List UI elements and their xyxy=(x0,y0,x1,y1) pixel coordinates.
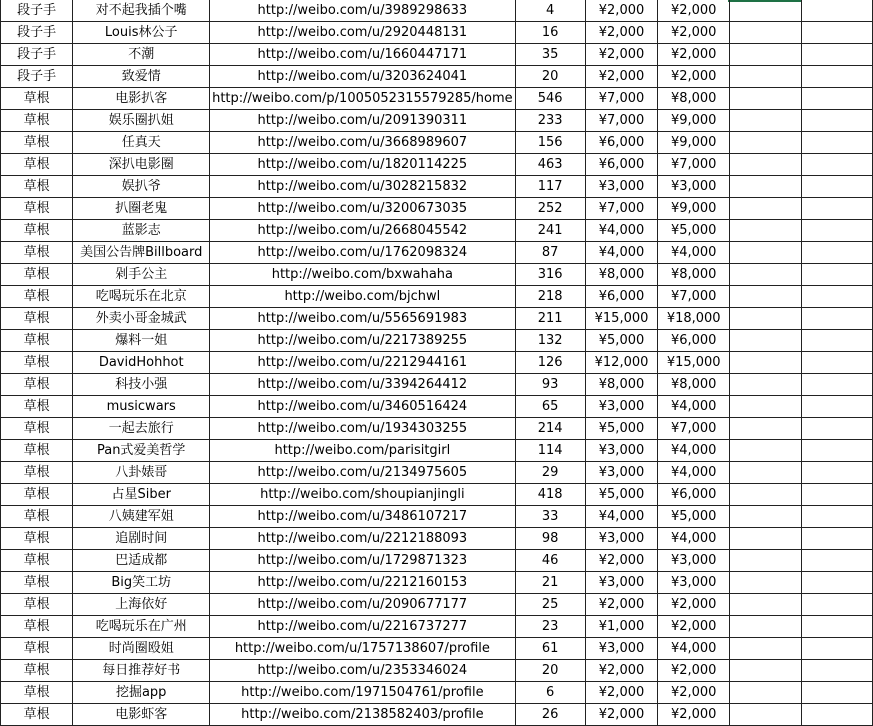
count-cell[interactable]: 252 xyxy=(515,198,585,220)
url-cell[interactable]: http://weibo.com/u/3668989607 xyxy=(210,132,516,154)
table-row xyxy=(1,286,873,308)
count-cell[interactable]: 33 xyxy=(515,506,585,528)
price-a-cell[interactable]: ¥5,000 xyxy=(585,418,658,440)
empty-cell-g[interactable] xyxy=(730,528,801,550)
empty-cell-g[interactable] xyxy=(730,594,801,616)
price-a-cell[interactable]: ¥2,000 xyxy=(585,704,658,726)
empty-cell-g[interactable] xyxy=(730,484,801,506)
price-b-cell[interactable]: ¥2,000 xyxy=(658,0,730,22)
empty-cell-h[interactable] xyxy=(801,330,873,352)
price-b-cell[interactable]: ¥3,000 xyxy=(658,176,730,198)
category-cell[interactable]: 草根 xyxy=(1,352,73,374)
table-row xyxy=(1,352,873,374)
empty-cell-h[interactable] xyxy=(801,66,873,88)
url-cell[interactable]: http://weibo.com/u/1660447171 xyxy=(210,44,516,66)
count-cell[interactable]: 316 xyxy=(515,264,585,286)
empty-cell-h[interactable] xyxy=(801,594,873,616)
empty-cell-g[interactable] xyxy=(730,660,801,682)
empty-cell-h[interactable] xyxy=(801,616,873,638)
account-name-cell[interactable]: DavidHohhot xyxy=(73,352,210,374)
price-b-cell[interactable]: ¥6,000 xyxy=(658,484,730,506)
empty-cell-g[interactable] xyxy=(730,0,801,22)
price-a-cell[interactable]: ¥7,000 xyxy=(585,198,658,220)
url-cell[interactable]: http://weibo.com/bjchwl xyxy=(210,286,516,308)
category-cell[interactable]: 草根 xyxy=(1,220,73,242)
category-cell[interactable]: 草根 xyxy=(1,616,73,638)
price-a-cell[interactable]: ¥12,000 xyxy=(585,352,658,374)
price-a-cell[interactable]: ¥15,000 xyxy=(585,308,658,330)
url-cell[interactable]: http://weibo.com/u/1762098324 xyxy=(210,242,516,264)
price-b-cell[interactable]: ¥5,000 xyxy=(658,506,730,528)
url-cell[interactable]: http://weibo.com/u/2091390311 xyxy=(210,110,516,132)
account-name-cell[interactable]: 巴适成都 xyxy=(73,550,210,572)
url-cell[interactable]: http://weibo.com/u/3028215832 xyxy=(210,176,516,198)
category-cell[interactable]: 草根 xyxy=(1,484,73,506)
price-a-cell[interactable]: ¥2,000 xyxy=(585,682,658,704)
price-a-cell[interactable]: ¥5,000 xyxy=(585,330,658,352)
count-cell[interactable]: 211 xyxy=(515,308,585,330)
count-cell[interactable]: 132 xyxy=(515,330,585,352)
table-row xyxy=(1,44,873,66)
empty-cell-g[interactable] xyxy=(730,308,801,330)
empty-cell-g[interactable] xyxy=(730,264,801,286)
empty-cell-h[interactable] xyxy=(801,682,873,704)
empty-cell-g[interactable] xyxy=(730,374,801,396)
url-cell[interactable]: http://weibo.com/u/2668045542 xyxy=(210,220,516,242)
price-a-cell[interactable]: ¥3,000 xyxy=(585,572,658,594)
account-name-cell[interactable]: 一起去旅行 xyxy=(73,418,210,440)
table-row xyxy=(1,572,873,594)
url-cell[interactable]: http://weibo.com/u/2212160153 xyxy=(210,572,516,594)
table-row xyxy=(1,462,873,484)
url-cell[interactable]: http://weibo.com/u/3989298633 xyxy=(210,0,516,22)
count-cell[interactable]: 214 xyxy=(515,418,585,440)
empty-cell-g[interactable] xyxy=(730,396,801,418)
category-cell[interactable]: 草根 xyxy=(1,176,73,198)
table-row xyxy=(1,638,873,660)
empty-cell-h[interactable] xyxy=(801,550,873,572)
account-name-cell[interactable]: 娱扒爷 xyxy=(73,176,210,198)
table-row xyxy=(1,220,873,242)
table-row xyxy=(1,88,873,110)
empty-cell-h[interactable] xyxy=(801,396,873,418)
empty-cell-h[interactable] xyxy=(801,374,873,396)
price-a-cell[interactable]: ¥4,000 xyxy=(585,506,658,528)
table-row xyxy=(1,22,873,44)
count-cell[interactable]: 117 xyxy=(515,176,585,198)
price-b-cell[interactable]: ¥6,000 xyxy=(658,330,730,352)
count-cell[interactable]: 98 xyxy=(515,528,585,550)
empty-cell-h[interactable] xyxy=(801,220,873,242)
empty-cell-h[interactable] xyxy=(801,506,873,528)
category-cell[interactable]: 草根 xyxy=(1,528,73,550)
price-b-cell[interactable]: ¥8,000 xyxy=(658,264,730,286)
price-b-cell[interactable]: ¥9,000 xyxy=(658,110,730,132)
url-cell[interactable]: http://weibo.com/u/1820114225 xyxy=(210,154,516,176)
category-cell[interactable]: 草根 xyxy=(1,418,73,440)
empty-cell-g[interactable] xyxy=(730,286,801,308)
price-b-cell[interactable]: ¥2,000 xyxy=(658,616,730,638)
price-a-cell[interactable]: ¥5,000 xyxy=(585,484,658,506)
empty-cell-h[interactable] xyxy=(801,352,873,374)
price-a-cell[interactable]: ¥3,000 xyxy=(585,528,658,550)
count-cell[interactable]: 35 xyxy=(515,44,585,66)
url-cell[interactable]: http://weibo.com/u/5565691983 xyxy=(210,308,516,330)
price-b-cell[interactable]: ¥4,000 xyxy=(658,462,730,484)
price-b-cell[interactable]: ¥2,000 xyxy=(658,682,730,704)
price-b-cell[interactable]: ¥18,000 xyxy=(658,308,730,330)
price-b-cell[interactable]: ¥7,000 xyxy=(658,418,730,440)
table-row xyxy=(1,154,873,176)
price-a-cell[interactable]: ¥3,000 xyxy=(585,638,658,660)
table-row xyxy=(1,616,873,638)
url-cell[interactable]: http://weibo.com/shoupianjingli xyxy=(210,484,516,506)
price-a-cell[interactable]: ¥1,000 xyxy=(585,616,658,638)
empty-cell-g[interactable] xyxy=(730,638,801,660)
empty-cell-h[interactable] xyxy=(801,132,873,154)
category-cell[interactable]: 段子手 xyxy=(1,44,73,66)
count-cell[interactable]: 4 xyxy=(515,0,585,22)
table-row xyxy=(1,0,873,22)
price-a-cell[interactable]: ¥3,000 xyxy=(585,396,658,418)
table-row xyxy=(1,440,873,462)
empty-cell-g[interactable] xyxy=(730,132,801,154)
category-cell[interactable]: 草根 xyxy=(1,704,73,726)
count-cell[interactable]: 65 xyxy=(515,396,585,418)
price-a-cell[interactable]: ¥3,000 xyxy=(585,440,658,462)
empty-cell-g[interactable] xyxy=(730,66,801,88)
url-cell[interactable]: http://weibo.com/bxwahaha xyxy=(210,264,516,286)
account-name-cell[interactable]: 扒圈老鬼 xyxy=(73,198,210,220)
price-b-cell[interactable]: ¥4,000 xyxy=(658,638,730,660)
price-b-cell[interactable]: ¥9,000 xyxy=(658,198,730,220)
empty-cell-h[interactable] xyxy=(801,0,873,22)
price-b-cell[interactable]: ¥8,000 xyxy=(658,374,730,396)
account-name-cell[interactable]: 占星Siber xyxy=(73,484,210,506)
count-cell[interactable]: 46 xyxy=(515,550,585,572)
account-name-cell[interactable]: 八卦婊哥 xyxy=(73,462,210,484)
category-cell[interactable]: 草根 xyxy=(1,572,73,594)
category-cell[interactable]: 草根 xyxy=(1,132,73,154)
url-cell[interactable]: http://weibo.com/u/2212188093 xyxy=(210,528,516,550)
category-cell[interactable]: 草根 xyxy=(1,198,73,220)
category-cell[interactable]: 草根 xyxy=(1,110,73,132)
empty-cell-g[interactable] xyxy=(730,572,801,594)
empty-cell-h[interactable] xyxy=(801,88,873,110)
count-cell[interactable]: 25 xyxy=(515,594,585,616)
account-name-cell[interactable]: 科技小强 xyxy=(73,374,210,396)
count-cell[interactable]: 20 xyxy=(515,66,585,88)
price-a-cell[interactable]: ¥2,000 xyxy=(585,550,658,572)
count-cell[interactable]: 126 xyxy=(515,352,585,374)
price-b-cell[interactable]: ¥4,000 xyxy=(658,396,730,418)
count-cell[interactable]: 546 xyxy=(515,88,585,110)
account-name-cell[interactable]: 上海依好 xyxy=(73,594,210,616)
empty-cell-h[interactable] xyxy=(801,704,873,726)
account-name-cell[interactable]: 娱乐圈扒姐 xyxy=(73,110,210,132)
table-row xyxy=(1,242,873,264)
price-b-cell[interactable]: ¥8,000 xyxy=(658,88,730,110)
price-a-cell[interactable]: ¥3,000 xyxy=(585,176,658,198)
url-cell[interactable]: http://weibo.com/1971504761/profile xyxy=(210,682,516,704)
price-b-cell[interactable]: ¥7,000 xyxy=(658,286,730,308)
empty-cell-g[interactable] xyxy=(730,198,801,220)
category-cell[interactable]: 草根 xyxy=(1,660,73,682)
price-a-cell[interactable]: ¥6,000 xyxy=(585,154,658,176)
url-cell[interactable]: http://weibo.com/u/1934303255 xyxy=(210,418,516,440)
count-cell[interactable]: 20 xyxy=(515,660,585,682)
empty-cell-g[interactable] xyxy=(730,506,801,528)
table-row xyxy=(1,704,873,726)
price-a-cell[interactable]: ¥8,000 xyxy=(585,264,658,286)
count-cell[interactable]: 463 xyxy=(515,154,585,176)
account-name-cell[interactable]: 每日推荐好书 xyxy=(73,660,210,682)
empty-cell-g[interactable] xyxy=(730,44,801,66)
table-row xyxy=(1,660,873,682)
empty-cell-h[interactable] xyxy=(801,572,873,594)
account-name-cell[interactable]: Big笑工坊 xyxy=(73,572,210,594)
empty-cell-g[interactable] xyxy=(730,704,801,726)
empty-cell-g[interactable] xyxy=(730,88,801,110)
account-name-cell[interactable]: 致爱情 xyxy=(73,66,210,88)
table-row xyxy=(1,528,873,550)
price-a-cell[interactable]: ¥3,000 xyxy=(585,462,658,484)
price-b-cell[interactable]: ¥4,000 xyxy=(658,528,730,550)
table-row xyxy=(1,330,873,352)
count-cell[interactable]: 87 xyxy=(515,242,585,264)
table-row xyxy=(1,132,873,154)
count-cell[interactable]: 61 xyxy=(515,638,585,660)
empty-cell-h[interactable] xyxy=(801,44,873,66)
empty-cell-g[interactable] xyxy=(730,220,801,242)
count-cell[interactable]: 6 xyxy=(515,682,585,704)
price-a-cell[interactable]: ¥2,000 xyxy=(585,22,658,44)
count-cell[interactable]: 218 xyxy=(515,286,585,308)
table-row xyxy=(1,506,873,528)
price-b-cell[interactable]: ¥3,000 xyxy=(658,572,730,594)
url-cell[interactable]: http://weibo.com/u/1729871323 xyxy=(210,550,516,572)
account-name-cell[interactable]: 不潮 xyxy=(73,44,210,66)
category-cell[interactable]: 草根 xyxy=(1,594,73,616)
price-a-cell[interactable]: ¥2,000 xyxy=(585,66,658,88)
grid-body xyxy=(1,0,873,726)
price-a-cell[interactable]: ¥2,000 xyxy=(585,660,658,682)
category-cell[interactable]: 草根 xyxy=(1,154,73,176)
empty-cell-h[interactable] xyxy=(801,286,873,308)
count-cell[interactable]: 21 xyxy=(515,572,585,594)
empty-cell-h[interactable] xyxy=(801,484,873,506)
table-row xyxy=(1,682,873,704)
empty-cell-g[interactable] xyxy=(730,616,801,638)
empty-cell-h[interactable] xyxy=(801,660,873,682)
category-cell[interactable]: 草根 xyxy=(1,440,73,462)
price-b-cell[interactable]: ¥2,000 xyxy=(658,594,730,616)
empty-cell-h[interactable] xyxy=(801,418,873,440)
table-row xyxy=(1,374,873,396)
category-cell[interactable]: 草根 xyxy=(1,308,73,330)
price-a-cell[interactable]: ¥4,000 xyxy=(585,220,658,242)
empty-cell-g[interactable] xyxy=(730,330,801,352)
table-row xyxy=(1,198,873,220)
price-b-cell[interactable]: ¥2,000 xyxy=(658,660,730,682)
price-b-cell[interactable]: ¥7,000 xyxy=(658,154,730,176)
account-name-cell[interactable]: 吃喝玩乐在北京 xyxy=(73,286,210,308)
empty-cell-h[interactable] xyxy=(801,308,873,330)
url-cell[interactable]: http://weibo.com/u/3394264412 xyxy=(210,374,516,396)
account-name-cell[interactable]: 蓝影志 xyxy=(73,220,210,242)
count-cell[interactable]: 114 xyxy=(515,440,585,462)
table-row xyxy=(1,110,873,132)
count-cell[interactable]: 26 xyxy=(515,704,585,726)
account-name-cell[interactable]: 电影扒客 xyxy=(73,88,210,110)
price-a-cell[interactable]: ¥7,000 xyxy=(585,110,658,132)
price-a-cell[interactable]: ¥2,000 xyxy=(585,0,658,22)
count-cell[interactable]: 16 xyxy=(515,22,585,44)
empty-cell-h[interactable] xyxy=(801,198,873,220)
empty-cell-g[interactable] xyxy=(730,110,801,132)
price-b-cell[interactable]: ¥3,000 xyxy=(658,550,730,572)
price-b-cell[interactable]: ¥2,000 xyxy=(658,704,730,726)
account-name-cell[interactable]: 深扒电影圈 xyxy=(73,154,210,176)
url-cell[interactable]: http://weibo.com/2138582403/profile xyxy=(210,704,516,726)
table-row xyxy=(1,264,873,286)
price-a-cell[interactable]: ¥6,000 xyxy=(585,286,658,308)
empty-cell-h[interactable] xyxy=(801,440,873,462)
price-a-cell[interactable]: ¥2,000 xyxy=(585,44,658,66)
category-cell[interactable]: 草根 xyxy=(1,682,73,704)
account-name-cell[interactable]: Pan式爱美哲学 xyxy=(73,440,210,462)
table-row xyxy=(1,484,873,506)
count-cell[interactable]: 93 xyxy=(515,374,585,396)
account-name-cell[interactable]: 八姨建军姐 xyxy=(73,506,210,528)
price-b-cell[interactable]: ¥15,000 xyxy=(658,352,730,374)
url-cell[interactable]: http://weibo.com/u/2353346024 xyxy=(210,660,516,682)
price-b-cell[interactable]: ¥2,000 xyxy=(658,22,730,44)
category-cell[interactable]: 段子手 xyxy=(1,66,73,88)
price-a-cell[interactable]: ¥7,000 xyxy=(585,88,658,110)
table-row xyxy=(1,66,873,88)
empty-cell-h[interactable] xyxy=(801,242,873,264)
account-name-cell[interactable]: Louis林公子 xyxy=(73,22,210,44)
price-a-cell[interactable]: ¥4,000 xyxy=(585,242,658,264)
empty-cell-h[interactable] xyxy=(801,22,873,44)
category-cell[interactable]: 段子手 xyxy=(1,22,73,44)
empty-cell-g[interactable] xyxy=(730,550,801,572)
price-a-cell[interactable]: ¥2,000 xyxy=(585,594,658,616)
account-name-cell[interactable]: 挖掘app xyxy=(73,682,210,704)
count-cell[interactable]: 29 xyxy=(515,462,585,484)
empty-cell-g[interactable] xyxy=(730,418,801,440)
price-a-cell[interactable]: ¥8,000 xyxy=(585,374,658,396)
table-row xyxy=(1,396,873,418)
url-cell[interactable]: http://weibo.com/u/3200673035 xyxy=(210,198,516,220)
empty-cell-h[interactable] xyxy=(801,110,873,132)
url-cell[interactable]: http://weibo.com/u/3460516424 xyxy=(210,396,516,418)
table-row xyxy=(1,594,873,616)
account-name-cell[interactable]: 电影虾客 xyxy=(73,704,210,726)
empty-cell-g[interactable] xyxy=(730,462,801,484)
account-name-cell[interactable]: 美国公告牌Billboard xyxy=(73,242,210,264)
empty-cell-g[interactable] xyxy=(730,242,801,264)
account-name-cell[interactable]: 对不起我插个嘴 xyxy=(73,0,210,22)
url-cell[interactable]: http://weibo.com/u/2920448131 xyxy=(210,22,516,44)
price-b-cell[interactable]: ¥5,000 xyxy=(658,220,730,242)
empty-cell-h[interactable] xyxy=(801,176,873,198)
category-cell[interactable]: 草根 xyxy=(1,462,73,484)
category-cell[interactable]: 草根 xyxy=(1,88,73,110)
price-b-cell[interactable]: ¥2,000 xyxy=(658,66,730,88)
account-name-cell[interactable]: musicwars xyxy=(73,396,210,418)
empty-cell-h[interactable] xyxy=(801,154,873,176)
category-cell[interactable]: 草根 xyxy=(1,242,73,264)
empty-cell-h[interactable] xyxy=(801,264,873,286)
url-cell[interactable]: http://weibo.com/u/2134975605 xyxy=(210,462,516,484)
empty-cell-g[interactable] xyxy=(730,176,801,198)
count-cell[interactable]: 233 xyxy=(515,110,585,132)
account-name-cell[interactable]: 时尚圈殴姐 xyxy=(73,638,210,660)
table-row xyxy=(1,308,873,330)
empty-cell-h[interactable] xyxy=(801,638,873,660)
account-name-cell[interactable]: 爆料一姐 xyxy=(73,330,210,352)
price-a-cell[interactable]: ¥6,000 xyxy=(585,132,658,154)
category-cell[interactable]: 草根 xyxy=(1,264,73,286)
empty-cell-h[interactable] xyxy=(801,462,873,484)
url-cell[interactable]: http://weibo.com/u/2090677177 xyxy=(210,594,516,616)
price-b-cell[interactable]: ¥4,000 xyxy=(658,242,730,264)
account-name-cell[interactable]: 吃喝玩乐在广州 xyxy=(73,616,210,638)
category-cell[interactable]: 草根 xyxy=(1,550,73,572)
url-cell[interactable]: http://weibo.com/u/2212944161 xyxy=(210,352,516,374)
category-cell[interactable]: 草根 xyxy=(1,638,73,660)
url-cell[interactable]: http://weibo.com/u/2217389255 xyxy=(210,330,516,352)
url-cell[interactable]: http://weibo.com/u/3486107217 xyxy=(210,506,516,528)
count-cell[interactable]: 241 xyxy=(515,220,585,242)
category-cell[interactable]: 草根 xyxy=(1,506,73,528)
table-row xyxy=(1,176,873,198)
price-b-cell[interactable]: ¥4,000 xyxy=(658,440,730,462)
count-cell[interactable]: 156 xyxy=(515,132,585,154)
table-row xyxy=(1,550,873,572)
empty-cell-g[interactable] xyxy=(730,154,801,176)
category-cell[interactable]: 草根 xyxy=(1,396,73,418)
empty-cell-g[interactable] xyxy=(730,352,801,374)
empty-cell-g[interactable] xyxy=(730,22,801,44)
empty-cell-h[interactable] xyxy=(801,528,873,550)
account-name-cell[interactable]: 剁手公主 xyxy=(73,264,210,286)
url-cell[interactable]: http://weibo.com/u/1757138607/profile xyxy=(210,638,516,660)
table-row xyxy=(1,418,873,440)
category-cell[interactable]: 段子手 xyxy=(1,0,73,22)
url-cell[interactable]: http://weibo.com/u/3203624041 xyxy=(210,66,516,88)
account-name-cell[interactable]: 追剧时间 xyxy=(73,528,210,550)
category-cell[interactable]: 草根 xyxy=(1,374,73,396)
count-cell[interactable]: 418 xyxy=(515,484,585,506)
count-cell[interactable]: 23 xyxy=(515,616,585,638)
account-name-cell[interactable]: 外卖小哥金城武 xyxy=(73,308,210,330)
price-b-cell[interactable]: ¥9,000 xyxy=(658,132,730,154)
account-name-cell[interactable]: 任真天 xyxy=(73,132,210,154)
url-cell[interactable]: http://weibo.com/p/1005052315579285/home xyxy=(210,88,516,110)
url-cell[interactable]: http://weibo.com/parisitgirl xyxy=(210,440,516,462)
empty-cell-g[interactable] xyxy=(730,682,801,704)
category-cell[interactable]: 草根 xyxy=(1,286,73,308)
url-cell[interactable]: http://weibo.com/u/2216737277 xyxy=(210,616,516,638)
empty-cell-g[interactable] xyxy=(730,440,801,462)
category-cell[interactable]: 草根 xyxy=(1,330,73,352)
price-b-cell[interactable]: ¥2,000 xyxy=(658,44,730,66)
